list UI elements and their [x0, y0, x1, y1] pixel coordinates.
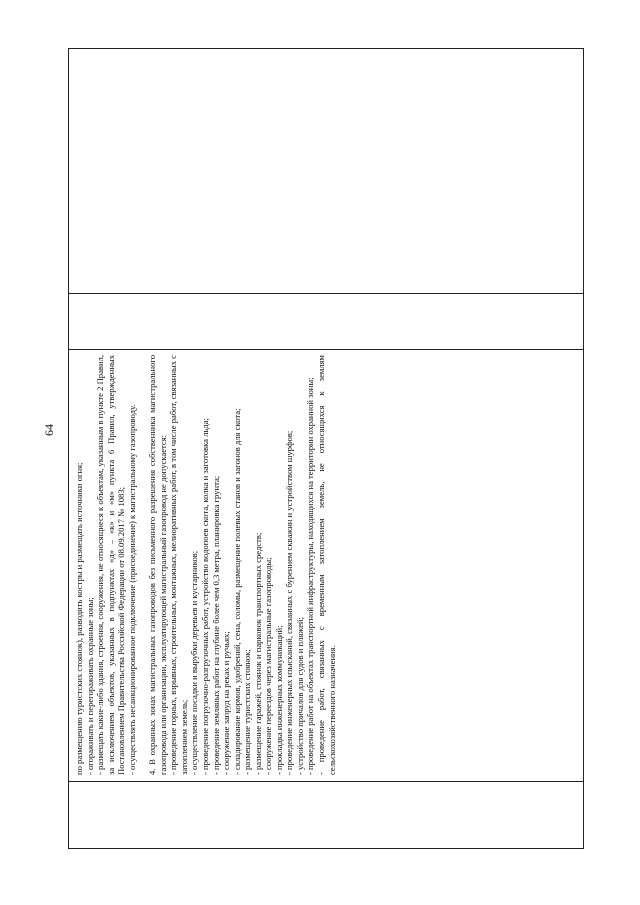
- list-item: - проведение горных, взрывных, строительных, монтажных, мелиоративных работ, в том числе работ, связанных с затоплением земель;: [168, 355, 189, 775]
- column-divider-1: [69, 293, 583, 294]
- paragraph: - осуществлять несанкционированное подключение (присоединение) к магистральному газопроводу.: [126, 404, 137, 775]
- list-item: - осуществление посадки и вырубки деревьев и кустарников;: [189, 550, 200, 775]
- page-number: 64: [42, 424, 56, 436]
- list-item: - проведение земляных работ на глубине более чем 0,3 метра, планировка грунта;: [210, 475, 221, 775]
- list-item: - проведение погрузочно-разгрузочных работ, устройство водопоев скота, колка и заготовка льда;: [200, 418, 211, 775]
- list-item: - прокладка инженерных коммуникаций;: [273, 625, 284, 775]
- list-item: - проведение работ, связанных с временным затоплением земель, не относящихся к землям сельскохозяйственного назначения.: [316, 355, 337, 775]
- paragraph: - размещать какие-либо здания, строения, сооружения, не относящиеся к объектам, указанным в пункте 2 Правил, за исключением объектов, указанных в подпунктах «д» – «к» и «м» пункта 6 Правил, утвержденных Постановлением Правительства Российской Федерации от 08.09.2017 № 1083;: [95, 355, 127, 775]
- list-item: - размещение гаражей, стоянок и парковок транспортных средств;: [252, 532, 263, 775]
- table-frame: [68, 48, 584, 849]
- paragraph: - огораживать и перегораживать охранные зоны;: [84, 597, 95, 775]
- list-item: - проведение инженерных изысканий, связанных с бурением скважин и устройством шурфов;: [284, 430, 295, 775]
- paragraph: по размещению туристских стоянок), разводить костры и размещать источники огня;: [74, 462, 84, 775]
- list-item: - сооружение переездов через магистральные газопроводы;: [263, 557, 274, 775]
- list-item: - сооружение запруд на реках и ручьях;: [221, 631, 232, 775]
- list-item: - размещение туристских стоянок;: [242, 649, 253, 775]
- paragraph: 4. В охранных зонах магистральных газопроводов без письменного разрешения собственника магистрального газопровода или организации, эксплуатирующей магистральный газопровод не допускается:: [147, 355, 168, 775]
- requirements-cell: [69, 349, 585, 781]
- list-item: - проведение работ на объектах транспортной инфраструктуры, находящихся на территории охранной зоны;: [305, 377, 316, 775]
- column-divider-3: [69, 781, 583, 782]
- list-item: - складирование кормов, удобрений, сена, соломы, размещение полевых станов и загонов для скота;: [231, 408, 242, 775]
- list-item: - устройство причалов для судов и пляжей;: [294, 617, 305, 775]
